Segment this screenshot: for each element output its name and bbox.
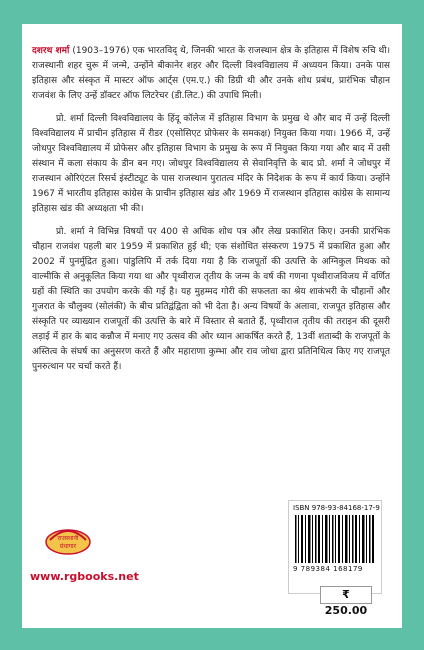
author-name: दशरथ शर्मा xyxy=(32,46,70,56)
logo-text-bottom: ग्रंथागार xyxy=(59,543,77,550)
publisher-website: www.rgbooks.net xyxy=(30,570,139,583)
border-right xyxy=(402,0,424,650)
border-bottom xyxy=(0,628,424,650)
isbn-label: ISBN 978-93-84168-17-9 xyxy=(293,504,380,512)
author-intro-text: (1903–1976) एक भारतविद् थे, जिनकी भारत के राजस्थान क्षेत्र के इतिहास में विशेष रुचि थी। राजस्थानी शहर चुरू में जन्मे, उन्होंने बीकानेर शहर और दिल्ली विश्वविद्यालय में अध्ययन किया। उनके पास इतिहास और संस्कृत में मास्टर ऑफ आर्ट्स (एम.ए.) की डिग्री थी और उनके शोध प्रबंध, प्रारंभिक चौहान राजवंश के लिए उन्हें डॉक्टर ऑफ लिटरेचर (डी.लिट.) की उपाधि मिली। xyxy=(32,46,390,101)
career-paragraph: प्रो. शर्मा दिल्ली विश्वविद्यालय के हिंदू कॉलेज में इतिहास विभाग के प्रमुख थे और बाद में उन्हें दिल्ली विश्वविद्यालय में प्राचीन इतिहास में रीडर (एसोसिएट प्रोफेसर के समकक्ष) नियुक्त किया गया। 1966 में, उन्हें जोधपुर विश्वविद्यालय में प्रोफेसर और इतिहास विभाग के प्रमुख के रूप में नियुक्त किया गया और बाद में उसी संस्थान में कला संकाय के डीन बन गए। जोधपुर विश्वविद्यालय से सेवानिवृत्ति के बाद प्रो. शर्मा ने जोधपुर में राजस्थान ओरिएंटल रिसर्च इंस्टीट्यूट के पास राजस्थान पुरातत्व मंदिर के निदेशक के रूप में कार्य किया। उन्होंने 1967 में भारतीय इतिहास कांग्रेस के प्राचीन इतिहास खंड और 1969 में राजस्थान इतिहास कांग्रेस के सामान्य इतिहास खंड की अध्यक्षता भी की। xyxy=(32,114,390,214)
border-left xyxy=(0,0,22,650)
works-paragraph: प्रो. शर्मा ने विभिन्न विषयों पर 400 से अधिक शोध पत्र और लेख प्रकाशित किए। उनकी प्रारंभिक चौहान राजवंश पहली बार 1959 में प्रकाशित हुई थी; एक संशोधित संस्करण 1975 में प्रकाशित हुआ और 2002 में पुनर्मुद्रित हुआ। पांडुलिपि में तर्क दिया गया है कि राजपूतों की उत्पत्ति के अग्निकुल मिथक को वाल्मीकि से अनुकूलित किया गया था और पृथ्वीराज तृतीय के जन्म के वर्ष की गणना पृथ्वीराजविजय में वर्णित ग्रहों की स्थिति का उपयोग करके की गई है। यह मुहम्मद गोरी की सफलता का श्रेय शाकंभरी के चौहानों और गुजरात के चौलुक्य (सोलंकी) के बीच प्रतिद्वंद्विता को भी देता है। अन्य विषयों के अलावा, राजपूत इतिहास और संस्कृति पर व्याख्यान राजपूतों की उत्पत्ति के बारे में विस्तार से बताते हैं, पृथ्वीराज तृतीय की तराइन की दूसरी लड़ाई में हार के बाद कन्नौज में मनाए गए उत्सव की ओर ध्यान आकर्षित करते हैं, 13वीं शताब्दी के राजपूतों के अस्तित्व के संघर्ष का अनुसरण करते हैं और महाराणा कुम्भा और राव जोधा द्वारा प्रतिनिधित्व किए गए राजपूत पुनरुत्थान पर चर्चा करते हैं। xyxy=(32,227,390,372)
border-top xyxy=(0,0,424,24)
price-tag: ₹ 250.00 xyxy=(320,586,372,604)
barcode-box xyxy=(288,500,382,594)
author-intro-paragraph xyxy=(32,44,390,104)
barcode-digits: 9 789384 168179 xyxy=(293,565,363,573)
barcode-bars xyxy=(295,515,375,563)
publisher-logo xyxy=(38,520,98,560)
blurb-text xyxy=(32,44,390,383)
logo-text-top: राजस्थानी xyxy=(57,535,79,542)
